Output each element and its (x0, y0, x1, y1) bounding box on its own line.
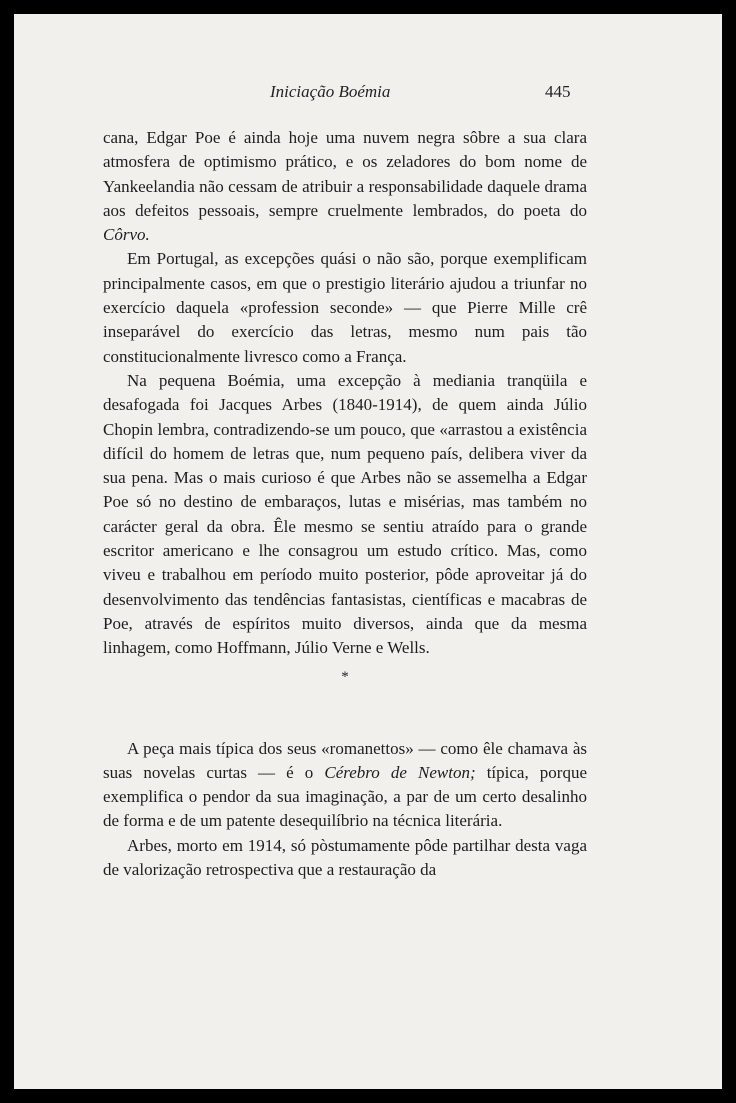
paragraph (103, 126, 587, 247)
italic-title: Côrvo. (103, 225, 150, 245)
running-header (14, 82, 722, 110)
body-text (103, 126, 587, 882)
paragraph-text: típica, porque exemplifica o pendor da sua imaginação, a par de um certo desalinho de forma e de um patente desequilíbrio na técnica literária. (103, 762, 588, 831)
italic-title: Cérebro de Newton; (324, 762, 476, 782)
running-title: Iniciação Boémia (270, 82, 391, 101)
section-separator: * (341, 668, 349, 685)
paragraph: Em Portugal, as excepções quási o não são, porque exemplificam principalmente casos, em que o prestigio literário ajudou a triunfar no exercício daquela «profession seconde» — que Pierre Mille crê inseparável do exercício das letras, mesmo num pais tão constitucionalmente livresco como a França. (103, 249, 587, 366)
book-page (14, 14, 722, 1089)
page-number: 445 (545, 82, 571, 101)
paragraph-text: A peça mais típica dos seus «romanettos» — como êle chamava às suas novelas curtas — é o (103, 738, 587, 782)
paragraph: Arbes, morto em 1914, só pòstumamente pôde partilhar desta vaga de valorização retrospectiva que a restauração da (103, 835, 587, 880)
paragraph: Na pequena Boémia, uma excepção à mediania tranqüila e desafogada foi Jacques Arbes (1840-1914), de quem ainda Júlio Chopin lembra, contradizendo-se um pouco, que «arrastou a existência difícil do homem de letras que, num pequeno país, delibera viver da sua pena. Mas o mais curioso é que Arbes não se assemelha a Edgar Poe só no destino de embaraços, lutas e misérias, mas também no carácter geral da obra. Êle mesmo se sentiu atraído para o grande escritor americano e lhe consagrou um estudo crítico. Mas, como viveu e trabalhou em período muito posterior, pôde aproveitar já do desenvolvimento das tendências fantasistas, científicas e macabras de Poe, através de espíritos muito diversos, ainda que da mesma linhagem, como Hoffmann, Júlio Verne e Wells. (103, 370, 587, 658)
paragraph (103, 737, 587, 834)
paragraph-text: cana, Edgar Poe é ainda hoje uma nuvem negra sôbre a sua clara atmosfera de optimismo prático, e os zeladores do bom nome de Yankeelandia não cessam de atribuir a responsabilidade daquele drama aos defeitos pessoais, sempre cruelmente lembrados, do poeta do (103, 128, 587, 220)
